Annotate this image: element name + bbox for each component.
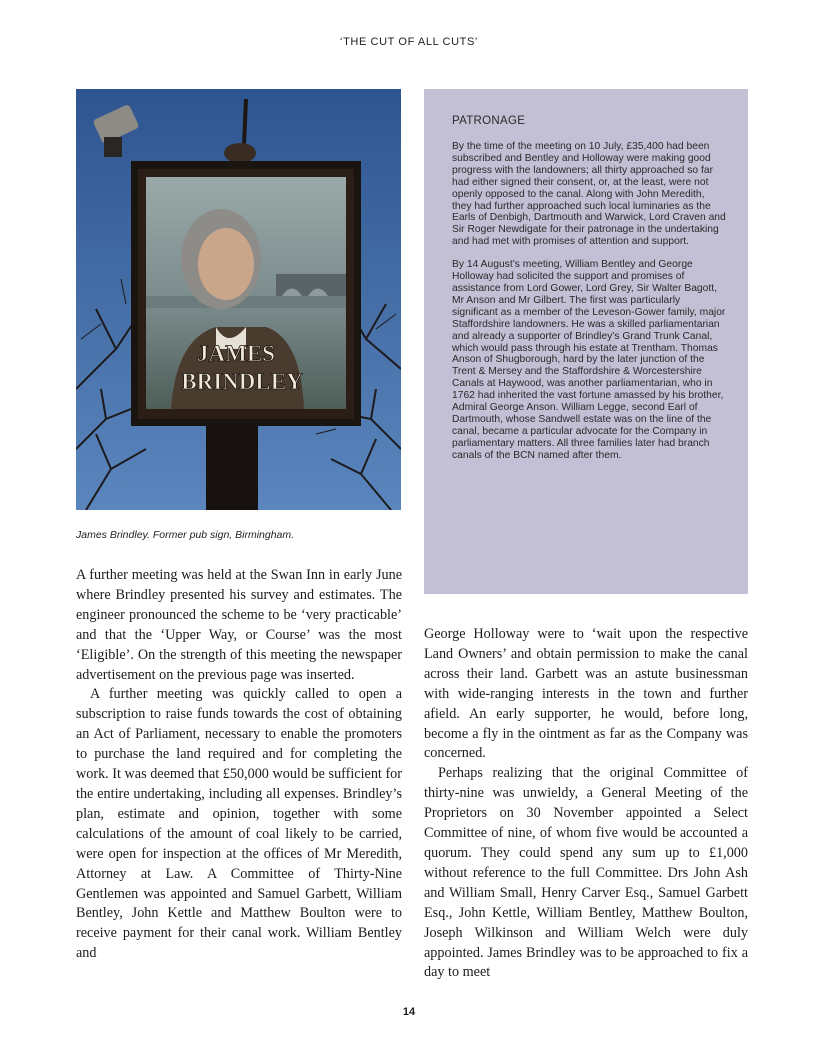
pub-sign-illustration bbox=[76, 89, 401, 510]
sidebar-heading: PATRONAGE bbox=[452, 115, 526, 127]
bridge bbox=[276, 274, 346, 296]
sidebar-box bbox=[424, 89, 748, 594]
sidebar-paragraph: By the time of the meeting on 10 July, £35,400 had been subscribed and Bentley and Holloway were making good progress with the landowners; all thirty approached so far had either signed their consent, or, at the least, were not openly opposed to the canal. Along with John Meredith, they had further approached such local luminaries as the Earls of Denbigh, Dartmouth and Warwick, Lord Craven and Sir Roger Newdigate for their patronage in the undertaking and had met with promises of attention and support. bbox=[452, 141, 726, 248]
sign-text-line1: JAMES bbox=[197, 341, 275, 366]
sidebar-paragraph: By 14 August’s meeting, William Bentley and George Holloway had solicited the support and promises of assistance from Lord Gower, Lord Grey, Sir Walter Bagott, Mr Anson and Mr Gilbert. The first was particularly significant as a member of the Leveson-Gower family, major Staffordshire landowners. He was a skilled parliamentarian and already a supporter of Brindley’s Grand Trunk Canal, which would pass through his estate at Trentham. Thomas Anson of Shugborough, hard by the later junction of the Trent & Mersey and the Staffordshire & Worcestershire Canals at Haywood, was another parliamentarian, who in 1762 had inherited the vast fortune amassed by his brother, Admiral George Anson. William Legge, second Earl of Dartmouth, whose Sandwell estate was on the line of the canal, became a particular advocate for the Company in parliamentary matters. All three families later had branch canals of the BCN named after them. bbox=[452, 259, 726, 461]
body-paragraph: A further meeting was quickly called to open a subscription to raise funds towards the cost of obtaining an Act of Parliament, necessary to enable the promoters to purchase the land required and for completing the work. It was deemed that £50,000 would be sufficient for the entire undertaking, including all expenses. Brindley’s plan, estimate and opinion, together with some calculations of the amount of coal likely to be carried, were open for inspection at the offices of Mr Meredith, Attorney at Law. A Committee of Thirty-Nine Gentlemen was appointed and Samuel Garbett, William Bentley, John Kettle and Matthew Boulton were to receive payment for their canal work. William Bentley and bbox=[76, 686, 402, 962]
body-paragraph: Perhaps realizing that the original Committee of thirty-nine was unwieldy, a General Meeting of the Proprietors on 30 November appointed a Select Committee of nine, of whom five would be accounted a quorum. They could spend any sum up to £1,000 without reference to the full Committee. Drs John Ash and William Small, Henry Carver Esq., Samuel Garbett Esq., John Kettle, William Bentley, Matthew Boulton, Joseph Wilkinson and William Welch were duly appointed. James Brindley was to be approached to fix a day to meet bbox=[424, 765, 748, 981]
pub-sign-photo bbox=[76, 89, 401, 510]
body-column-right bbox=[424, 625, 748, 983]
body-paragraph: A further meeting was held at the Swan Inn in early June where Brindley presented his survey and estimates. The engineer pronounced the scheme to be ‘very practicable’ and that the ‘Upper Way, or Course’ was the most ‘Eligible’. On the strength of this meeting the newspaper advertisement on the previous page was inserted. bbox=[76, 567, 402, 683]
figure-caption: James Brindley. Former pub sign, Birmingham. bbox=[76, 529, 295, 541]
running-head: ‘THE CUT OF ALL CUTS’ bbox=[340, 36, 478, 48]
body-column-left bbox=[76, 566, 402, 964]
page-number: 14 bbox=[402, 1006, 416, 1018]
body-paragraph: George Holloway were to ‘wait upon the respective Land Owners’ and obtain permission to make the canal across their land. Garbett was an astute businessman with wide-ranging interests in the town and further afield. An early supporter, he would, before long, become a fly in the ointment as far as the Company was concerned. bbox=[424, 626, 748, 762]
sign-text-line2: BRINDLEY bbox=[181, 369, 303, 394]
sign-post bbox=[206, 419, 258, 510]
